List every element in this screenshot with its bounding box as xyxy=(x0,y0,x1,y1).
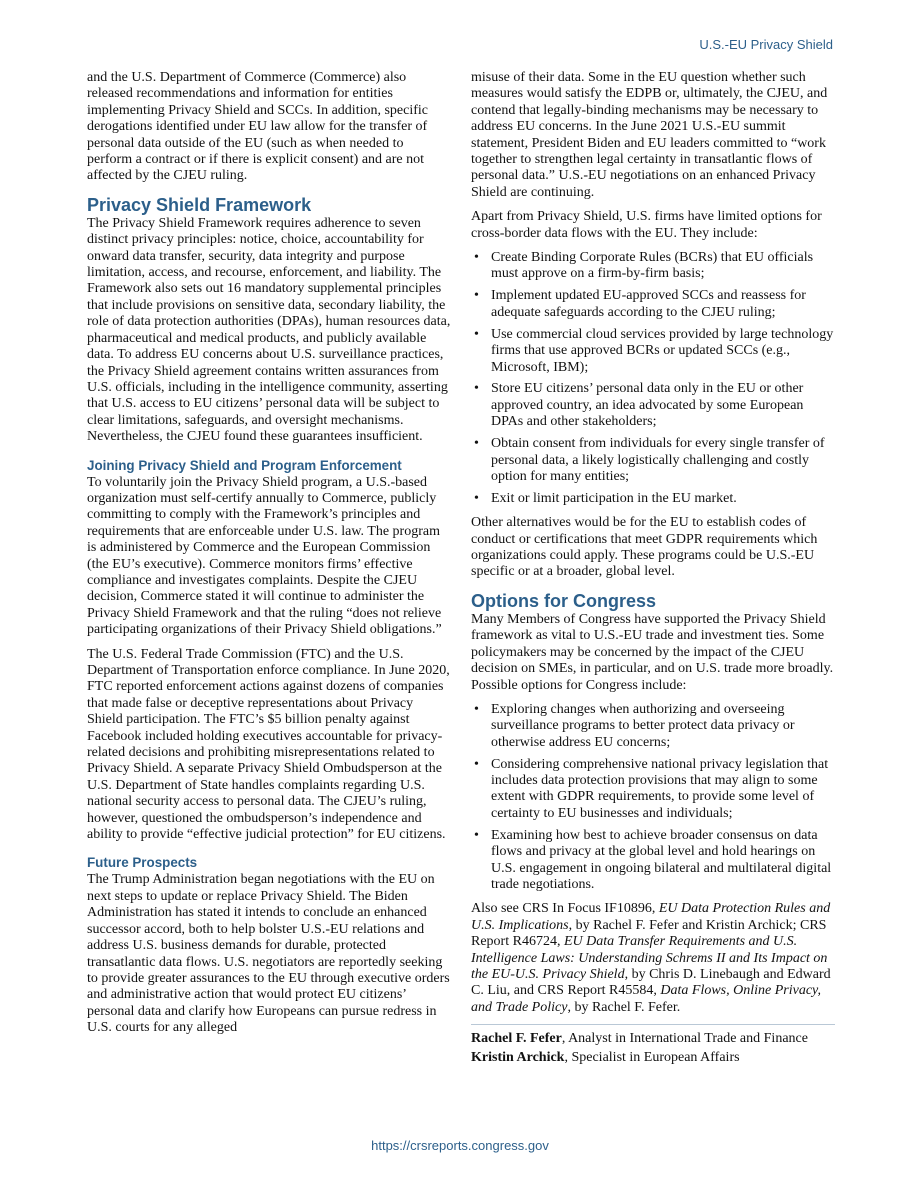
bullet-icon: • xyxy=(474,756,479,772)
options-list xyxy=(471,250,835,507)
list-item: • Obtain consent from individuals for every single transfer of personal data, a likely logistically challenging and costly option for many entities; xyxy=(474,436,825,484)
running-header: U.S.-EU Privacy Shield xyxy=(699,37,833,52)
list-item: • Examining how best to achieve broader consensus on data flows and privacy at the global level and hold hearings on U.S. engagement in ongoing bilateral and multilateral digital trade negotiations. xyxy=(474,827,832,892)
report-title-link: Data Flows, Online Privacy, and Trade Policy xyxy=(471,983,821,1015)
subheading-joining: Joining Privacy Shield and Program Enforcement xyxy=(87,457,402,473)
author-name: Kristin Archick xyxy=(471,1049,565,1065)
list-item: • Exploring changes when authorizing and overseeing surveillance programs to better protect data privacy or otherwise address EU concerns; xyxy=(474,701,795,750)
bullet-icon: • xyxy=(474,701,479,717)
report-title-link: EU Data Transfer Requirements and U.S. Intelligence Laws: Understanding Schrems II and Its Impact on the EU-U.S. Privacy Shield xyxy=(471,934,828,982)
subheading-future: Future Prospects xyxy=(87,855,198,871)
congress-options-list xyxy=(471,702,835,893)
congress-paragraph: Many Members of Congress have supported the Privacy Shield framework as vital to U.S.-EU trade and investment ties. Some policymakers may be concerned by the impact of the CJEU decision on SMEs, in particular, and on U.S. trade more broadly. Possible options for Congress include: xyxy=(471,611,834,693)
continued-paragraph: misuse of their data. Some in the EU question whether such measures would satisfy the EDPB or, ultimately, the CJEU, and contend that legally-binding mechanisms may be necessary to address EU concerns. In the June 2021 U.S.-EU summit statement, President Biden and EU leaders committed to “work together to strengthen legal certainty in transatlantic flows of personal data.” U.S.-EU negotiations on an enhanced Privacy Shield are continuing. xyxy=(471,70,828,200)
list-item: • Create Binding Corporate Rules (BCRs) that EU officials must approve on a firm-by-firm basis; xyxy=(474,250,814,282)
author-name: Rachel F. Fefer xyxy=(471,1031,562,1047)
intro-paragraph: and the U.S. Department of Commerce (Commerce) also released recommendations and information for entities implementing Privacy Shield and SCCs. In addition, specific derogations identified under EU law allow for the transfer of personal data outside of the EU (such as when needed to perform a contract or if there is explicit consent) and are not affected by the CJEU ruling. xyxy=(87,70,429,184)
list-item: • Implement updated EU-approved SCCs and reassess for adequate safeguards according to the CJEU ruling; xyxy=(474,288,806,320)
author-line: Rachel F. Fefer, Analyst in International Trade and Finance xyxy=(471,1031,808,1047)
author-divider xyxy=(471,1024,835,1025)
list-item: • Considering comprehensive national privacy legislation that includes data protection provisions that may align to some extent with GDPR requirements, to provide some level of certainty to EU businesses and individuals; xyxy=(474,756,829,821)
joining-paragraph: To voluntarily join the Privacy Shield program, a U.S.-based organization must self-certify annually to Commerce, publicly committing to comply with the Framework’s principles and requirements that are enforceable under U.S. law. The program is administered by Commerce and the European Commission (the EU’s executive). Commerce monitors firms’ effective compliance and investigates complaints. Despite the CJEU decision, Commerce stated it will continue to administer the Privacy Shield Framework and that the ruling “does not relieve participating organizations of their Privacy Shield obligations.” xyxy=(87,474,442,638)
list-item: • Use commercial cloud services provided by large technology firms that use approved BCRs or updated SCCs (e.g., Microsoft, IBM); xyxy=(474,326,834,375)
framework-paragraph: The Privacy Shield Framework requires adherence to seven distinct privacy principles: notice, choice, accountability for onward data transfer, security, data integrity and purpose limitation, access, and recourse, enforcement, and liability. The Framework also sets out 16 mandatory supplemental principles that include provisions on sensitive data, secondary liability, the role of data protection authorities (DPAs), human resources data, pharmaceutical and medical products, and publicly available data. To address EU concerns about U.S. surveillance practices, the Privacy Shield agreement contains written assurances from U.S. officials, including in the intelligence community, asserting that U.S. access to EU citizens’ personal data will be subject to clear limitations, safeguards, and oversight mechanisms. Nevertheless, the CJEU found these guarantees insufficient. xyxy=(87,215,451,445)
ftc-paragraph: The U.S. Federal Trade Commission (FTC) and the U.S. Department of Transportation enforce compliance. In June 2020, FTC reported enforcement actions against dozens of companies that made false or deceptive representations about Privacy Shield participation. The FTC’s $5 billion penalty against Facebook included holding executives accountable for privacy-related decisions and prohibiting misrepresentations related to Privacy Shield. A separate Privacy Shield Ombudsperson at the U.S. Department of State handles complaints regarding U.S. national security access to personal data. The CJEU’s ruling, however, questioned the ombudsperson’s independence and ability to provide “effective judicial protection” for EU citizens. xyxy=(87,646,450,843)
alternatives-paragraph: Other alternatives would be for the EU to establish codes of conduct or certifications that meet GDPR requirements which organizations could apply. These programs could be U.S.-EU specific or at a broader, global level. xyxy=(471,515,818,580)
options-intro: Apart from Privacy Shield, U.S. firms have limited options for cross-border data flows with the EU. They include: xyxy=(471,209,822,241)
future-paragraph: The Trump Administration began negotiations with the EU on next steps to update or replace Privacy Shield. The Biden Administration has stated it intends to conclude an enhanced successor accord, both to help bolster U.S.-EU relations and address U.S. business demands for durable, protected transatlantic data flows. U.S. negotiators are reportedly seeking to provide greater assurances to the EU through executive orders and administrative action that would protect EU citizens’ personal data and clarify how Europeans can pursue redress in U.S. courts for any alleged xyxy=(87,872,450,1036)
author-line: Kristin Archick, Specialist in European Affairs xyxy=(471,1049,740,1065)
list-item: • Store EU citizens’ personal data only in the EU or other approved country, an idea advocated by some European DPAs and other stakeholders; xyxy=(474,381,804,430)
right-column xyxy=(471,70,835,1068)
left-column xyxy=(87,70,451,1045)
bullet-icon: • xyxy=(474,250,479,266)
list-item: • Exit or limit participation in the EU market. xyxy=(474,490,737,506)
footer-url-link[interactable]: https://crsreports.congress.gov xyxy=(371,1138,549,1153)
bullet-icon: • xyxy=(474,436,479,452)
also-see-paragraph: Also see CRS In Focus IF10896, EU Data Protection Rules and U.S. Implications, by Rachel F. Fefer and Kristin Archick; CRS Report R46724, EU Data Transfer Requirements and U.S. Intelligence Laws: Understanding Schrems II and Its Impact on the EU-U.S. Privacy Shield, by Chris D. Linebaugh and Edward C. Liu, and CRS Report R45584, Data Flows, Online Privacy, and Trade Policy, by Rachel F. Fefer. xyxy=(471,901,831,1015)
bullet-icon: • xyxy=(474,490,479,506)
bullet-icon: • xyxy=(474,326,479,342)
section-heading-framework: Privacy Shield Framework xyxy=(87,194,312,215)
bullet-icon: • xyxy=(474,381,479,397)
bullet-icon: • xyxy=(474,288,479,304)
bullet-icon: • xyxy=(474,827,479,843)
report-title-link: EU Data Protection Rules and U.S. Implications xyxy=(471,901,831,933)
section-heading-congress: Options for Congress xyxy=(471,590,657,611)
